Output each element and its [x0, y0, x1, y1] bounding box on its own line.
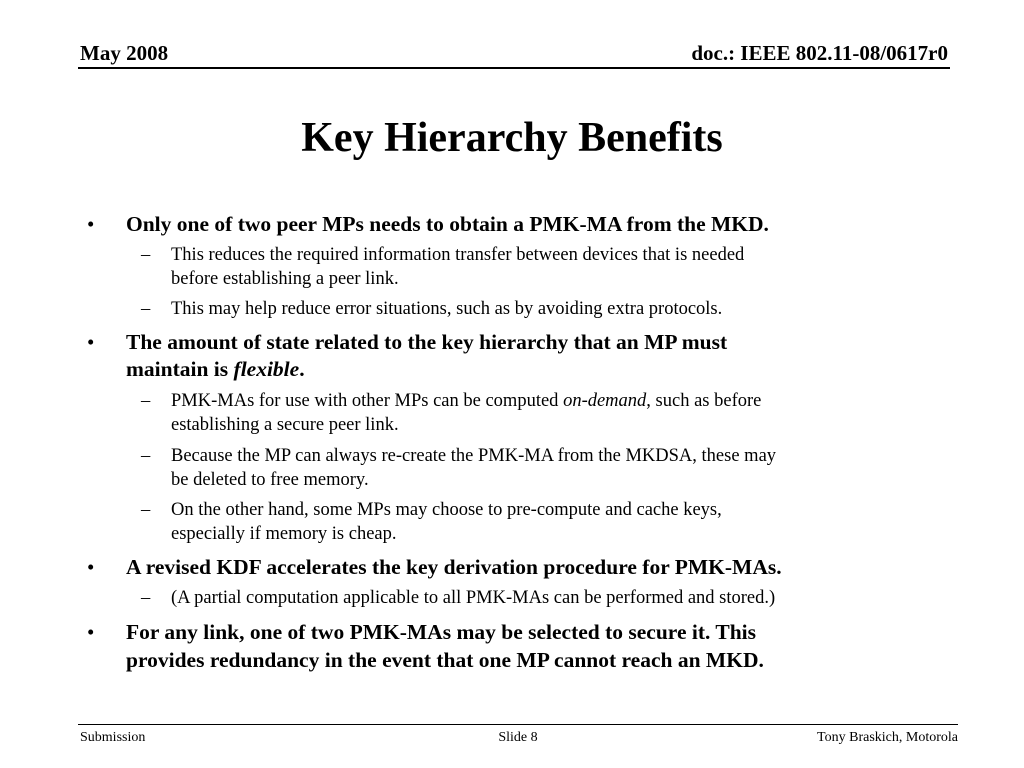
- bullet-3-sub-1-text: (A partial computation applicable to all PMK-MAs can be performed and stored.): [171, 588, 776, 608]
- bullet-marker: •: [87, 620, 95, 644]
- header-doc-id: doc.: IEEE 802.11-08/0617r0: [691, 41, 948, 65]
- footer-divider: [78, 724, 958, 725]
- bullet-2-line-2-end: .: [299, 357, 305, 381]
- bullet-2-sub-3-line-2: especially if memory is cheap.: [171, 524, 397, 544]
- bullet-1-sub-1-line-2: before establishing a peer link.: [171, 269, 399, 289]
- bullet-1-sub-2-text: This may help reduce error situations, such as by avoiding extra protocols.: [171, 299, 723, 319]
- slide-title: Key Hierarchy Benefits: [301, 115, 723, 161]
- sub-bullet-marker: –: [141, 299, 151, 319]
- bullet-2-sub-1-start: PMK-MAs for use with other MPs can be computed: [171, 391, 564, 411]
- bullet-2-line-2-start: maintain is: [126, 357, 234, 381]
- bullet-2-sub-1-line-1: [171, 390, 761, 413]
- header-date: May 2008: [80, 41, 169, 65]
- bullet-2-sub-1-line-2: establishing a secure peer link.: [171, 415, 399, 435]
- bullet-1-sub-1-line-1: This reduces the required information transfer between devices that is needed: [171, 245, 745, 265]
- bullet-marker: •: [87, 212, 95, 236]
- bullet-2-sub-2-line-2: be deleted to free memory.: [171, 470, 369, 490]
- bullet-2-sub-1-emphasis: on-demand: [563, 391, 647, 411]
- bullet-2-sub-1-end: , such as before: [646, 391, 762, 411]
- footer-submission: Submission: [80, 730, 146, 745]
- bullet-3-text: A revised KDF accelerates the key derivation procedure for PMK-MAs.: [126, 555, 782, 579]
- bullet-2-sub-3-line-1: On the other hand, some MPs may choose to pre-compute and cache keys,: [171, 500, 722, 520]
- bullet-marker: •: [87, 555, 95, 579]
- sub-bullet-marker: –: [141, 588, 151, 608]
- sub-bullet-marker: –: [141, 446, 151, 466]
- bullet-2-emphasis: flexible: [233, 357, 300, 381]
- sub-bullet-marker: –: [141, 245, 151, 265]
- footer-author: Tony Braskich, Motorola: [817, 730, 958, 745]
- sub-bullet-marker: –: [141, 500, 151, 520]
- bullet-2-line-2: [126, 356, 305, 382]
- bullet-1-text: Only one of two peer MPs needs to obtain a PMK-MA from the MKD.: [126, 212, 769, 236]
- bullet-marker: •: [87, 330, 95, 354]
- footer-slide-number: Slide 8: [498, 730, 538, 745]
- bullet-2-sub-2-line-1: Because the MP can always re-create the PMK-MA from the MKDSA, these may: [171, 446, 777, 466]
- bullet-4-line-2: provides redundancy in the event that one MP cannot reach an MKD.: [126, 648, 764, 672]
- sub-bullet-marker: –: [141, 391, 151, 411]
- bullet-2-line-1: The amount of state related to the key hierarchy that an MP must: [126, 330, 728, 354]
- bullet-4-line-1: For any link, one of two PMK-MAs may be selected to secure it. This: [126, 620, 757, 644]
